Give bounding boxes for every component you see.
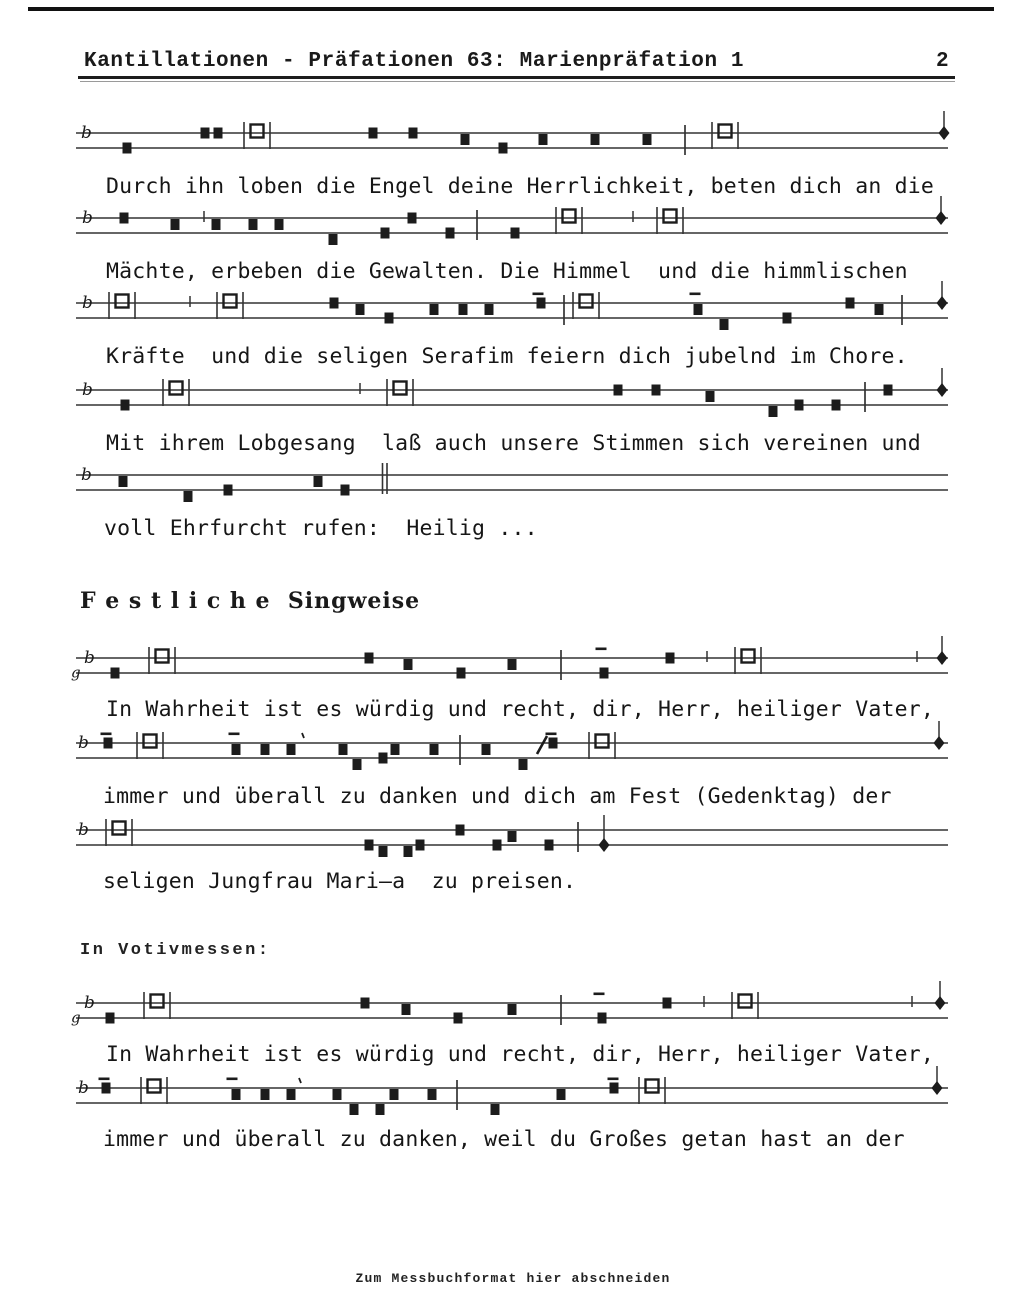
episema-dash xyxy=(101,733,112,736)
hollow-note-with-barlines xyxy=(573,292,599,319)
square-note xyxy=(457,668,466,679)
clef-letter-b: b xyxy=(81,465,92,485)
square-note xyxy=(365,653,374,664)
clef-letter-b: b xyxy=(82,293,93,313)
page-number: 2 xyxy=(936,50,949,73)
square-note xyxy=(539,134,548,145)
hollow-note-with-barlines xyxy=(141,1077,167,1104)
footer-cut-instruction: Zum Messbuchformat hier abschneiden xyxy=(355,1271,671,1286)
square-note xyxy=(430,304,439,315)
apostrophe-mark xyxy=(299,1078,301,1083)
final-diamond-note xyxy=(935,981,946,1010)
square-note xyxy=(508,659,517,670)
hollow-note-with-barlines xyxy=(387,379,413,406)
square-note xyxy=(404,659,413,670)
hollow-note-with-barlines xyxy=(712,122,738,149)
square-note xyxy=(381,228,390,239)
stave-3-notation xyxy=(0,281,1026,337)
lyric-line-1: Durch ihn loben die Engel deine Herrlichkeit, beten dich an die xyxy=(106,174,935,199)
lyric-line-7: immer und überall zu danken und dich am Fest (Gedenktag) der xyxy=(103,784,892,809)
hollow-note-with-barlines xyxy=(639,1077,665,1104)
square-note xyxy=(430,744,439,755)
square-note xyxy=(537,298,546,309)
square-note xyxy=(598,1013,607,1024)
square-note xyxy=(482,744,491,755)
clef-letter-b: b xyxy=(78,733,89,753)
final-diamond-note xyxy=(937,368,948,397)
square-note xyxy=(369,128,378,139)
square-note xyxy=(329,234,338,245)
slash-stroke xyxy=(537,736,547,754)
square-note xyxy=(846,298,855,309)
lyric-line-4: Mit ihrem Lobgesang laß auch unsere Stimmen sich vereinen und xyxy=(106,431,921,456)
square-note xyxy=(706,391,715,402)
stave-10-notation xyxy=(0,1066,1026,1122)
square-note xyxy=(402,1004,411,1015)
episema-dash xyxy=(229,733,240,736)
clef-letter-b: b xyxy=(84,993,95,1013)
final-diamond-note xyxy=(934,721,945,750)
lyric-line-5: voll Ehrfurcht rufen: Heilig ... xyxy=(104,516,538,541)
lyric-line-10: immer und überall zu danken, weil du Großes getan hast an der xyxy=(103,1127,905,1152)
square-note xyxy=(232,744,241,755)
clef-letter-b: b xyxy=(82,380,93,400)
square-note xyxy=(519,759,528,770)
episema-dash xyxy=(546,733,557,736)
square-note xyxy=(184,491,193,502)
hollow-note-with-barlines xyxy=(732,992,758,1019)
square-note xyxy=(652,385,661,396)
square-note xyxy=(171,219,180,230)
hollow-note-with-barlines xyxy=(137,732,163,759)
section-heading-festliche-singweise: F e s t l i c h e Singweise xyxy=(80,588,421,614)
hollow-note-with-barlines xyxy=(149,647,175,674)
hollow-note-with-barlines xyxy=(217,292,243,319)
square-note xyxy=(365,840,374,851)
square-note xyxy=(720,319,729,330)
square-note xyxy=(769,406,778,417)
lyric-line-8: seligen Jungfrau Mari—a zu preisen. xyxy=(103,869,577,894)
square-note xyxy=(663,998,672,1009)
header-underline xyxy=(78,76,955,79)
square-note xyxy=(201,128,210,139)
hollow-note-with-barlines xyxy=(244,122,270,149)
page-title: Kantillationen - Präfationen 63: Marienpräfation 1 xyxy=(84,50,745,73)
episema-dash xyxy=(690,293,701,296)
lyric-line-6: In Wahrheit ist es würdig und recht, dir, Herr, heiliger Vater, xyxy=(106,697,935,722)
square-note xyxy=(361,998,370,1009)
square-note xyxy=(121,400,130,411)
square-note xyxy=(341,485,350,496)
stave-6-notation xyxy=(0,636,1026,692)
lyric-line-3: Kräfte und die seligen Serafim feiern dich jubelnd im Chore. xyxy=(106,344,908,369)
hollow-note-with-barlines xyxy=(556,207,582,234)
square-note xyxy=(376,1104,385,1115)
episema-dash xyxy=(596,648,607,651)
square-note xyxy=(499,143,508,154)
clef-letter-b: b xyxy=(84,648,95,668)
square-note xyxy=(409,128,418,139)
square-note xyxy=(390,1089,399,1100)
hollow-note-with-barlines xyxy=(109,292,135,319)
stave-2-notation xyxy=(0,196,1026,252)
square-note xyxy=(884,385,893,396)
square-note xyxy=(232,1089,241,1100)
final-diamond-note xyxy=(936,196,947,225)
section-heading-in-votivmessen: In Votivmessen: xyxy=(80,941,271,960)
episema-dash xyxy=(594,993,605,996)
square-note xyxy=(261,744,270,755)
square-note xyxy=(610,1083,619,1094)
square-note xyxy=(511,228,520,239)
square-note xyxy=(643,134,652,145)
episema-dash xyxy=(533,293,544,296)
hollow-note-with-barlines xyxy=(735,647,761,674)
square-note xyxy=(385,313,394,324)
square-note xyxy=(459,304,468,315)
square-note xyxy=(446,228,455,239)
final-diamond-note xyxy=(937,281,948,310)
square-note xyxy=(545,840,554,851)
final-diamond-note xyxy=(932,1066,943,1095)
square-note xyxy=(454,1013,463,1024)
square-note xyxy=(491,1104,500,1115)
square-note xyxy=(549,738,558,749)
square-note xyxy=(350,1104,359,1115)
episema-dash xyxy=(99,1078,110,1081)
square-note xyxy=(214,128,223,139)
square-note xyxy=(508,831,517,842)
stave-7-notation xyxy=(0,721,1026,777)
square-note xyxy=(416,840,425,851)
hollow-note-with-barlines xyxy=(144,992,170,1019)
square-note xyxy=(275,219,284,230)
final-diamond-note xyxy=(939,111,950,140)
lyric-line-2: Mächte, erbeben die Gewalten. Die Himmel und die himmlischen xyxy=(106,259,908,284)
clef-letter-b: b xyxy=(78,820,89,840)
square-note xyxy=(408,213,417,224)
square-note xyxy=(404,846,413,857)
square-note xyxy=(224,485,233,496)
square-note xyxy=(832,400,841,411)
square-note xyxy=(102,1083,111,1094)
square-note xyxy=(391,744,400,755)
final-diamond-note xyxy=(599,815,610,852)
apostrophe-mark xyxy=(302,733,304,738)
square-note xyxy=(557,1089,566,1100)
episema-dash xyxy=(608,1078,619,1081)
square-note xyxy=(333,1089,342,1100)
square-note xyxy=(120,213,129,224)
stave-4-notation xyxy=(0,368,1026,424)
square-note xyxy=(795,400,804,411)
square-note xyxy=(249,219,258,230)
clef-letter-g: g xyxy=(71,663,81,682)
square-note xyxy=(694,304,703,315)
square-note xyxy=(783,313,792,324)
square-note xyxy=(485,304,494,315)
square-note xyxy=(339,744,348,755)
square-note xyxy=(261,1089,270,1100)
square-note xyxy=(456,825,465,836)
square-note xyxy=(330,298,339,309)
stave-5-notation xyxy=(0,453,1026,509)
episema-dash xyxy=(227,1078,238,1081)
square-note xyxy=(353,759,362,770)
square-note xyxy=(875,304,884,315)
clef-letter-b: b xyxy=(81,123,92,143)
square-note xyxy=(111,668,120,679)
square-note xyxy=(356,304,365,315)
header-underline-shadow xyxy=(80,81,955,82)
square-note xyxy=(428,1089,437,1100)
square-note xyxy=(104,738,113,749)
square-note xyxy=(614,385,623,396)
stave-8-notation xyxy=(0,808,1026,864)
hollow-note-with-barlines xyxy=(657,207,683,234)
square-note xyxy=(666,653,675,664)
stave-1-notation xyxy=(0,111,1026,167)
square-note xyxy=(314,476,323,487)
final-diamond-note xyxy=(937,636,948,665)
square-note xyxy=(119,476,128,487)
stave-9-notation xyxy=(0,981,1026,1037)
clef-letter-b: b xyxy=(78,1078,89,1098)
square-note xyxy=(123,143,132,154)
square-note xyxy=(493,840,502,851)
square-note xyxy=(379,846,388,857)
hollow-note-with-barlines xyxy=(163,379,189,406)
hollow-note-with-barlines xyxy=(589,732,615,759)
hollow-note-with-barlines xyxy=(106,819,132,846)
square-note xyxy=(379,753,388,764)
square-note xyxy=(287,1089,296,1100)
square-note xyxy=(287,744,296,755)
square-note xyxy=(212,219,221,230)
square-note xyxy=(591,134,600,145)
page-top-rule xyxy=(28,7,994,11)
clef-letter-g: g xyxy=(71,1008,81,1027)
clef-letter-b: b xyxy=(82,208,93,228)
lyric-line-9: In Wahrheit ist es würdig und recht, dir, Herr, heiliger Vater, xyxy=(106,1042,935,1067)
square-note xyxy=(508,1004,517,1015)
square-note xyxy=(106,1013,115,1024)
square-note xyxy=(600,668,609,679)
square-note xyxy=(461,134,470,145)
